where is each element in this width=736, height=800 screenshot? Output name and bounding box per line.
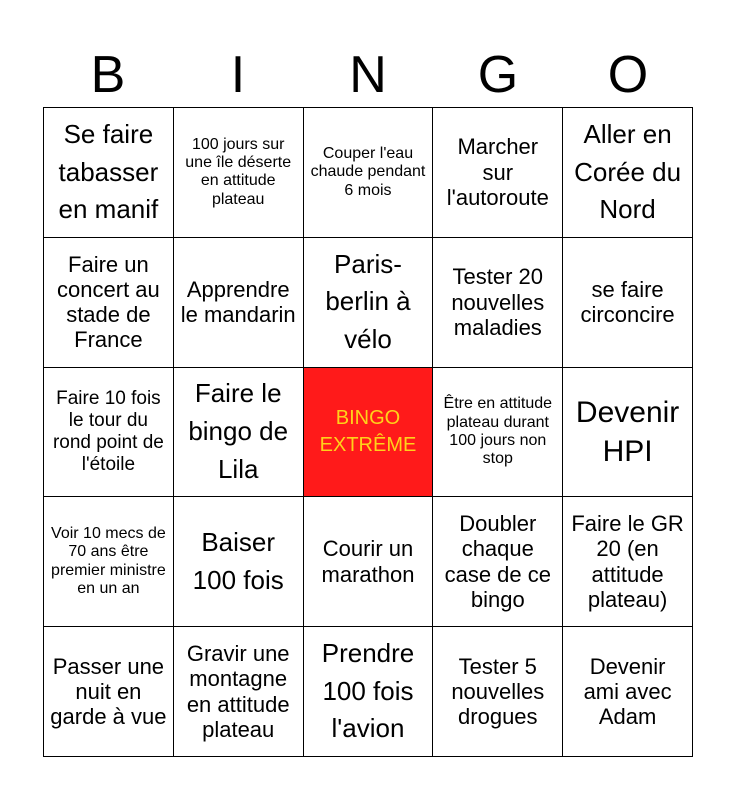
header-letter-g: G (477, 46, 519, 104)
bingo-cell[interactable]: Faire un concert au stade de France (44, 238, 174, 368)
bingo-cell[interactable]: Marcher sur l'autoroute (433, 108, 563, 238)
bingo-cell[interactable]: Prendre 100 fois l'avion (304, 627, 434, 757)
bingo-cell[interactable]: Apprendre le mandarin (174, 238, 304, 368)
bingo-cell[interactable]: Faire 10 fois le tour du rond point de l'étoile (44, 368, 174, 498)
header-letter-i: I (230, 46, 246, 104)
bingo-cell[interactable]: Baiser 100 fois (174, 497, 304, 627)
bingo-cell[interactable]: se faire circoncire (563, 238, 693, 368)
bingo-cell[interactable]: Faire le bingo de Lila (174, 368, 304, 498)
bingo-cell[interactable]: Devenir ami avec Adam (563, 627, 693, 757)
bingo-cell[interactable]: Tester 5 nouvelles drogues (433, 627, 563, 757)
bingo-cell[interactable]: Couper l'eau chaude pendant 6 mois (304, 108, 434, 238)
bingo-cell[interactable]: Voir 10 mecs de 70 ans être premier ministre en un an (44, 497, 174, 627)
bingo-cell[interactable]: Être en attitude plateau durant 100 jours non stop (433, 368, 563, 498)
bingo-cell[interactable]: 100 jours sur une île déserte en attitude plateau (174, 108, 304, 238)
bingo-cell[interactable]: Devenir HPI (563, 368, 693, 498)
bingo-cell[interactable]: Aller en Corée du Nord (563, 108, 693, 238)
free-cell[interactable]: BINGO EXTRÊME (304, 368, 434, 498)
bingo-cell[interactable]: Passer une nuit en garde à vue (44, 627, 174, 757)
bingo-cell[interactable]: Se faire tabasser en manif (44, 108, 174, 238)
bingo-grid (43, 107, 693, 757)
header-letter-n: N (349, 46, 387, 104)
bingo-cell[interactable]: Paris-berlin à vélo (304, 238, 434, 368)
header-letter-b: B (90, 46, 126, 104)
bingo-header (43, 44, 693, 106)
bingo-cell[interactable]: Doubler chaque case de ce bingo (433, 497, 563, 627)
bingo-cell[interactable]: Faire le GR 20 (en attitude plateau) (563, 497, 693, 627)
bingo-cell[interactable]: Gravir une montagne en attitude plateau (174, 627, 304, 757)
bingo-cell[interactable]: Tester 20 nouvelles maladies (433, 238, 563, 368)
bingo-cell[interactable]: Courir un marathon (304, 497, 434, 627)
header-letter-o: O (607, 46, 649, 104)
